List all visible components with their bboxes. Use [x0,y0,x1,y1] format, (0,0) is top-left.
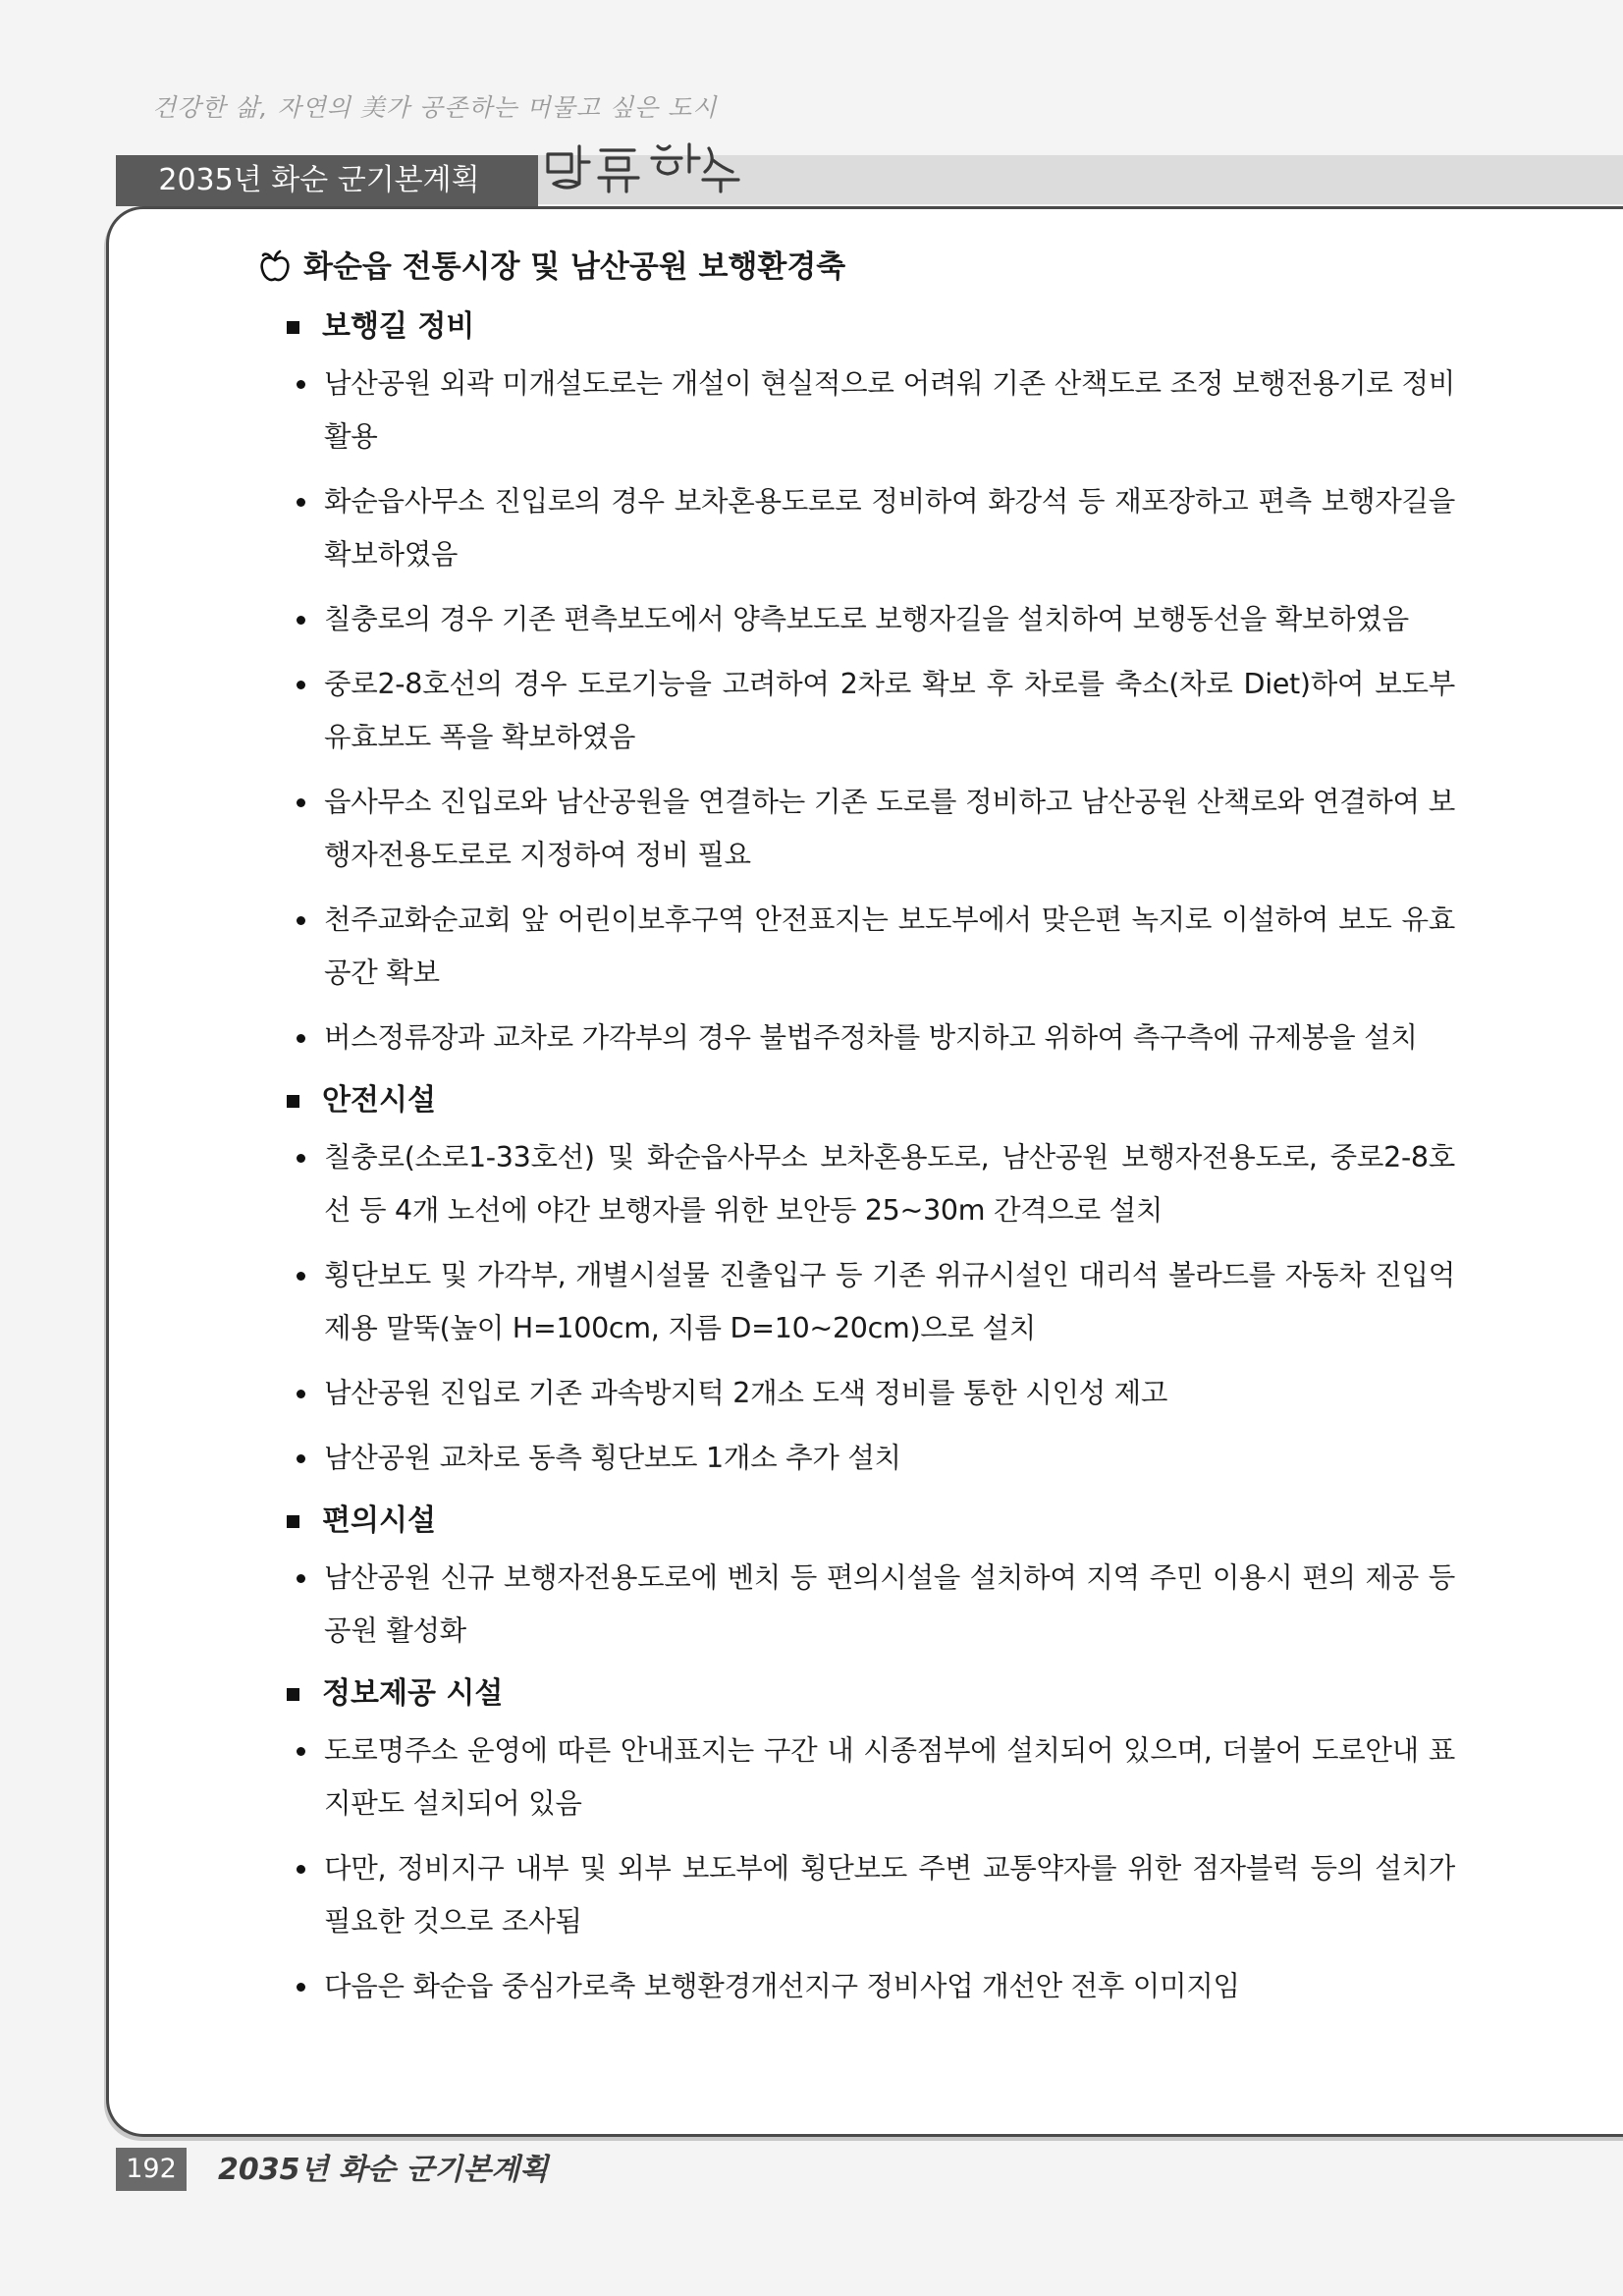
bullet-icon [297,1747,305,1756]
section-heading-label: 보행길 정비 [322,309,475,344]
section-heading-label: 편의시설 [322,1503,436,1538]
list-item-text: 남산공원 외곽 미개설도로는 개설이 현실적으로 어려워 기존 산책도로 조정 보행전용기로 정비 활용 [324,367,1455,453]
list-item-text: 남산공원 교차로 동측 횡단보도 1개소 추가 설치 [324,1442,901,1474]
list-item-text: 읍사무소 진입로와 남산공원을 연결하는 기존 도로를 정비하고 남산공원 산책로와 연결하여 보행자전용도로로 지정하여 정비 필요 [324,786,1455,871]
square-bullet-icon [287,321,299,334]
section-list-information [257,1724,1455,2013]
list-item-text: 도로명주소 운영에 따른 안내표지는 구간 내 시종점부에 설치되어 있으며, 더불어 도로안내 표지판도 설치되어 있음 [324,1734,1455,1820]
bullet-icon [297,1865,305,1874]
bullet-icon [297,1454,305,1463]
header-slogan: 건강한 삶, 자연의 美가 공존하는 머물고 싶은 도시 [152,93,718,122]
section-list-safety [257,1131,1455,1485]
bullet-icon [297,380,305,389]
section-heading-label: 정보제공 시설 [322,1676,504,1711]
bullet-icon [297,1574,305,1583]
plan-title: 2035년 화순 군기본계획 [158,163,480,197]
list-item-text: 남산공원 신규 보행자전용도로에 벤치 등 편의시설을 설치하여 지역 주민 이용시 편의 제공 등 공원 활성화 [324,1561,1455,1647]
list-item-text: 남산공원 진입로 기존 과속방지턱 2개소 도색 정비를 통한 시인성 제고 [324,1377,1168,1409]
list-item [279,1552,1455,1658]
section-list-amenities [257,1552,1455,1658]
list-item-text: 칠충로(소로1-33호선) 및 화순읍사무소 보차혼용도로, 남산공원 보행자전용도로, 중로2-8호선 등 4개 노선에 야간 보행자를 위한 보안등 25~30m 간격으로 설치 [324,1141,1455,1227]
section-heading-label: 안전시설 [322,1083,436,1118]
bullet-icon [297,1272,305,1281]
section-heading-amenities [279,1497,1455,1552]
section-heading-walkway [279,302,1455,357]
page-title: 화순읍 전통시장 및 남산공원 보행환경축 [303,249,846,285]
list-item-text: 칠충로의 경우 기존 편측보도에서 양측보도로 보행자길을 설치하여 보행동선을 확보하였음 [324,603,1409,635]
list-item-text: 화순읍사무소 진입로의 경우 보차혼용도로로 정비하여 화강석 등 재포장하고 편측 보행자길을 확보하였음 [324,485,1455,571]
list-item [279,776,1455,882]
list-item [279,1960,1455,2013]
square-bullet-icon [287,1688,299,1701]
bullet-icon [297,1390,305,1398]
bullet-icon [297,1034,305,1043]
list-item [279,1131,1455,1237]
bullet-icon [297,616,305,625]
bullet-icon [297,798,305,807]
list-item-text: 다음은 화순읍 중심가로축 보행환경개선지구 정비사업 개선안 전후 이미지임 [324,1970,1240,2002]
bullet-icon [297,681,305,689]
list-item-text: 중로2-8호선의 경우 도로기능을 고려하여 2차로 확보 후 차로를 축소(차로 Diet)하여 보도부 유효보도 폭을 확보하였음 [324,668,1455,753]
bullet-icon [297,1154,305,1163]
bullet-icon [297,916,305,925]
footer-title: 2035년 화순 군기본계획 [218,2153,549,2187]
list-item [279,593,1455,646]
square-bullet-icon [287,1515,299,1528]
main-title-row [257,246,1455,295]
section-heading-information [279,1669,1455,1724]
list-item [279,1842,1455,1948]
page-number: 192 [116,2148,187,2191]
list-item [279,1249,1455,1355]
apple-icon [257,249,293,285]
logo-image [540,133,756,201]
section-list-walkway [257,357,1455,1065]
list-item [279,894,1455,1000]
list-item [279,1011,1455,1065]
list-item-text: 다만, 정비지구 내부 및 외부 보도부에 횡단보도 주변 교통약자를 위한 점자블럭 등의 설치가 필요한 것으로 조사됨 [324,1852,1455,1938]
list-item [279,658,1455,764]
list-item-text: 천주교화순교회 앞 어린이보후구역 안전표지는 보도부에서 맞은편 녹지로 이설하여 보도 유효공간 확보 [324,903,1455,989]
list-item [279,1724,1455,1831]
list-item [279,1432,1455,1485]
square-bullet-icon [287,1095,299,1108]
list-item [279,475,1455,581]
list-item-text: 버스정류장과 교차로 가각부의 경우 불법주정차를 방지하고 위하여 측구측에 규제봉을 설치 [324,1021,1418,1054]
list-item [279,1367,1455,1420]
main-content [257,246,1455,2025]
section-heading-safety [279,1076,1455,1131]
list-item [279,357,1455,464]
list-item-text: 횡단보도 및 가각부, 개별시설물 진출입구 등 기존 위규시설인 대리석 볼라드를 자동차 진입억제용 말뚝(높이 H=100cm, 지름 D=10~20cm)으로 설치 [324,1259,1455,1344]
bullet-icon [297,498,305,507]
bullet-icon [297,1983,305,1992]
